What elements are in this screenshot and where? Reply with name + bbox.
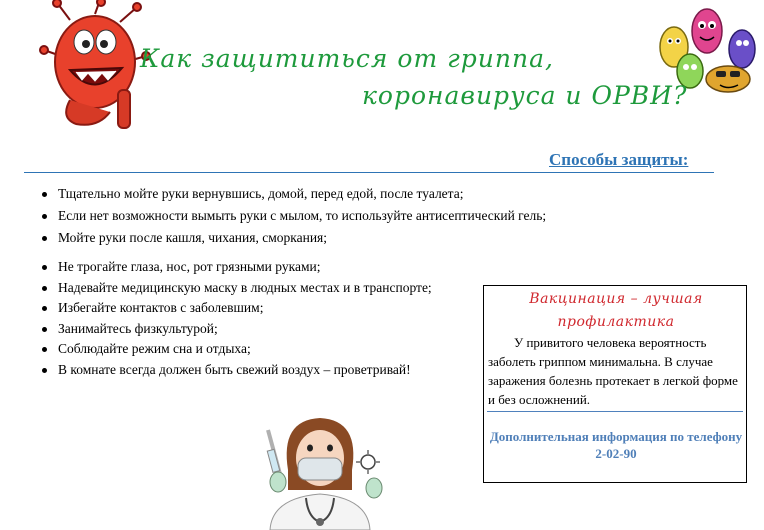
tips-list-1: [38, 184, 638, 250]
list-item: В комнате всегда должен быть свежий воздух – проветривай!: [38, 360, 448, 379]
red-virus-icon: [40, 0, 150, 130]
phone-info: Дополнительная информация по телефону 2-02-90: [489, 429, 743, 461]
header-divider: [24, 172, 714, 173]
vaccination-title: Вакцинация – лучшая профилактика: [529, 291, 703, 330]
list-item: Мойте руки после кашля, чихания, сморкания;: [38, 228, 638, 247]
list-item: Надевайте медицинскую маску в людных местах и в транспорте;: [38, 278, 448, 297]
list-item: Занимайтесь физкультурой;: [38, 319, 448, 338]
list-item: Избегайте контактов с заболевшим;: [38, 298, 448, 317]
list-item: Если нет возможности вымыть руки с мылом, то используйте антисептический гель;: [38, 206, 638, 225]
title-line-2: коронавируса и ОРВИ?: [362, 81, 688, 110]
vaccination-box: [483, 285, 747, 483]
list-item: Не трогайте глаза, нос, рот грязными руками;: [38, 257, 448, 276]
list-item: Тщательно мойте руки вернувшись, домой, перед едой, после туалета;: [38, 184, 638, 203]
tips-list-2: [38, 257, 448, 380]
vaccination-text: У привитого человека вероятность заболеть гриппом минимальна. В случае заражения болезнь протекает в легкой форме и без осложнений.: [488, 335, 738, 407]
section-subtitle: Способы защиты:: [549, 150, 689, 169]
nurse-icon: [250, 410, 390, 530]
title-line-1: Как защититься от гриппа,: [140, 44, 554, 73]
vaccination-divider: [487, 411, 743, 412]
list-item: Соблюдайте режим сна и отдыха;: [38, 339, 448, 358]
